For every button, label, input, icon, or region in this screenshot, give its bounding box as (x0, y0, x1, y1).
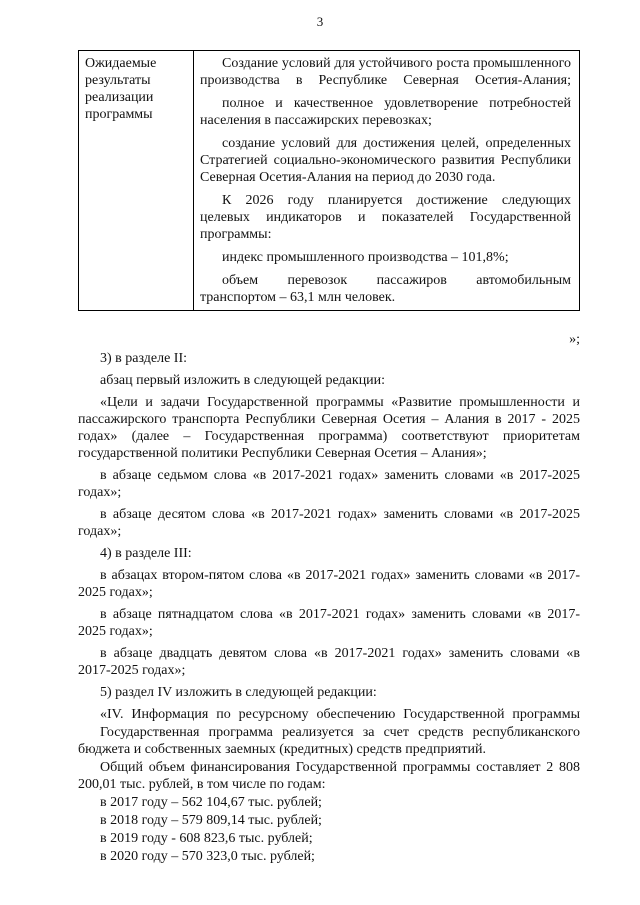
year-funding-item: в 2019 году - 608 823,6 тыс. рублей; (100, 831, 313, 846)
paragraph: в абзаце двадцать девятом слова «в 2017-2021 годах» заменить словами «в 2017-2025 годах»; (78, 646, 580, 678)
section-heading: 4) в разделе III: (100, 546, 192, 561)
result-item: полное и качественное удовлетворение потребностей населения в пассажирских перевозках; (200, 96, 571, 128)
paragraph: в абзаце десятом слова «в 2017-2021 годах» заменить словами «в 2017-2025 годах»; (78, 507, 580, 539)
year-funding-item: в 2018 году – 579 809,14 тыс. рублей; (100, 813, 322, 828)
result-item: К 2026 году планируется достижение следующих целевых индикаторов и показателей Государственной программы: (200, 193, 571, 242)
result-item: объем перевозок пассажиров автомобильным транспортом – 63,1 млн человек. (200, 273, 571, 305)
paragraph: в абзаце седьмом слова «в 2017-2021 годах» заменить словами «в 2017-2025 годах»; (78, 468, 580, 500)
table-content-cell (194, 51, 580, 311)
paragraph: абзац первый изложить в следующей редакции: (100, 373, 386, 388)
table-row (79, 51, 580, 311)
document-body (78, 350, 580, 866)
table-label-cell: Ожидаемые результаты реализации программы (79, 51, 194, 311)
result-item: Создание условий для устойчивого роста промышленного производства в Республике Северная Осетия-Алания; (200, 56, 571, 88)
paragraph: в абзацах втором-пятом слова «в 2017-2021 годах» заменить словами «в 2017-2025 годах»; (78, 568, 580, 600)
result-item: создание условий для достижения целей, определенных Стратегией социально-экономического развития Республики Северная Осетия-Алания на период до 2030 года. (200, 136, 571, 185)
result-item: индекс промышленного производства – 101,8%; (222, 250, 509, 265)
quoted-paragraph: «Цели и задачи Государственной программы «Развитие промышленности и пассажирского транспорта Республики Северная Осетия – Алания в 2017 - 2025 годах» (далее – Государственная программа) соответствуют приоритетам государственной политики Республики Северная Осетия – Алания»; (78, 395, 580, 461)
paragraph: Общий объем финансирования Государственной программы составляет 2 808 200,01 тыс. рублей, в том числе по годам: (78, 760, 580, 792)
section-heading: 3) в разделе II: (100, 351, 188, 366)
section-heading: 5) раздел IV изложить в следующей редакции: (100, 685, 377, 700)
paragraph: в абзаце пятнадцатом слова «в 2017-2021 годах» заменить словами «в 2017-2025 годах»; (78, 607, 580, 639)
year-funding-item: в 2017 году – 562 104,67 тыс. рублей; (100, 795, 322, 810)
page-number: 3 (316, 14, 324, 29)
year-funding-item: в 2020 году – 570 323,0 тыс. рублей; (100, 849, 315, 864)
paragraph: Государственная программа реализуется за счет средств республиканского бюджета и собственных заемных (кредитных) средств предприятий. (78, 725, 580, 757)
expected-results-table (78, 50, 580, 311)
section-title: «IV. Информация по ресурсному обеспечению Государственной программы (100, 707, 580, 722)
closing-quote: »; (569, 332, 580, 347)
